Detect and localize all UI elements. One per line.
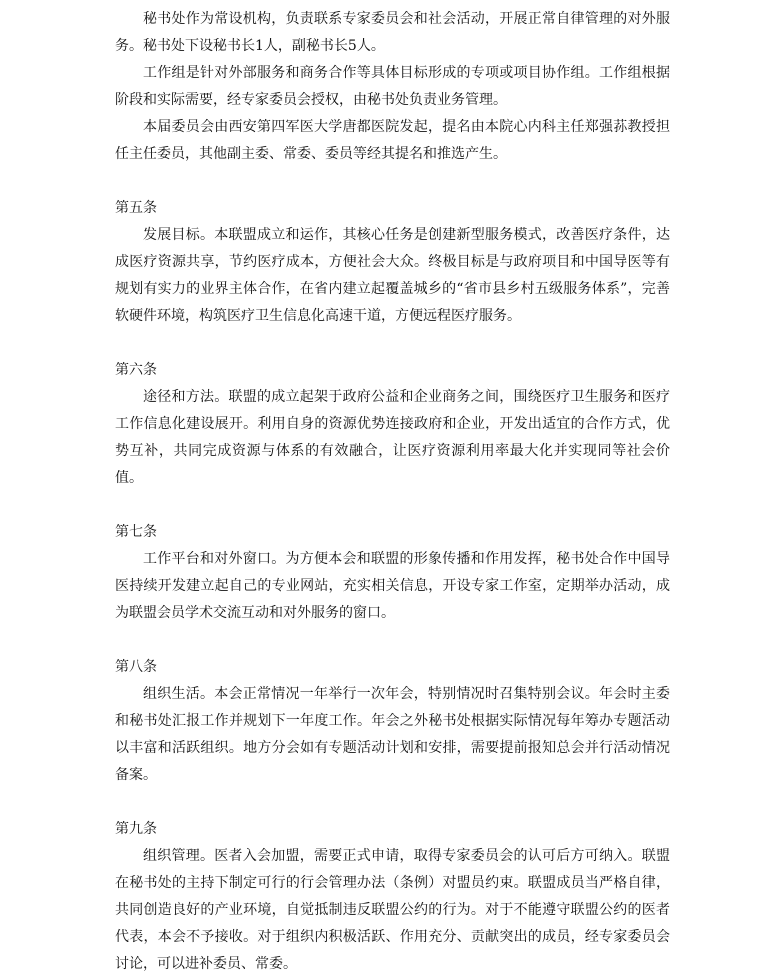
article-text-7: 工作平台和对外窗口。为方便本会和联盟的形象传播和作用发挥，秘书处合作中国导医持续开发建立起自己的专业网站，充实相关信息，开设专家工作室，定期举办活动，成为联盟会员学术交流互动和对外服务的窗口。	[115, 551, 670, 621]
spacer	[115, 789, 670, 816]
intro-paragraph-workgroup: 工作组是针对外部服务和商务合作等具体目标形成的专项或项目协作组。工作组根据阶段和实际需要，经专家委员会授权，由秘书处负责业务管理。	[115, 65, 670, 108]
article-heading-8: 第八条	[115, 659, 157, 675]
intro-paragraph-secretariat: 秘书处作为常设机构，负责联系专家委员会和社会活动，开展正常自律管理的对外服务。秘书处下设秘书长1人，副秘书长5人。	[115, 11, 670, 54]
article-heading-5: 第五条	[115, 200, 157, 216]
intro-paragraph-committee: 本届委员会由西安第四军医大学唐都医院发起，提名由本院心内科主任郑强荪教授担任主任委员，其他副主委、常委、委员等经其提名和推选产生。	[115, 119, 670, 162]
article-text-9: 组织管理。医者入会加盟，需要正式申请，取得专家委员会的认可后方可纳入。联盟在秘书处的主持下制定可行的行会管理办法（条例）对盟员约束。联盟成员当严格自律，共同创造良好的产业环境，自觉抵制违反联盟公约的行为。对于不能遵守联盟公约的医者代表，本会不予接收。对于组织内积极活跃、作用充分、贡献突出的成员，经专家委员会讨论，可以进补委员、常委。	[115, 848, 670, 972]
article-heading-7: 第七条	[115, 524, 157, 540]
article-text-6: 途径和方法。联盟的成立起架于政府公益和企业商务之间，围绕医疗卫生服务和医疗工作信息化建设展开。利用自身的资源优势连接政府和企业，开发出适宜的合作方式，优势互补，共同完成资源与体系的有效融合，让医疗资源利用率最大化并实现同等社会价值。	[115, 389, 670, 486]
spacer	[115, 627, 670, 654]
article-text-8: 组织生活。本会正常情况一年举行一次年会，特别情况时召集特别会议。年会时主委和秘书处汇报工作并规划下一年度工作。年会之外秘书处根据实际情况每年筹办专题活动以丰富和活跃组织。地方分会如有专题活动计划和安排，需要提前报知总会并行活动情况备案。	[115, 686, 670, 783]
article-heading-9: 第九条	[115, 821, 157, 837]
spacer	[115, 330, 670, 357]
article-text-5: 发展目标。本联盟成立和运作，其核心任务是创建新型服务模式，改善医疗条件，达成医疗资源共享，节约医疗成本，方便社会大众。终极目标是与政府项目和中国导医等有规划有实力的业界主体合作，在省内建立起覆盖城乡的“省市县乡村五级服务体系”，完善软硬件环境，构筑医疗卫生信息化高速干道，方便远程医疗服务。	[115, 227, 670, 324]
article-heading-6: 第六条	[115, 362, 157, 378]
spacer	[115, 492, 670, 519]
spacer	[115, 168, 670, 195]
